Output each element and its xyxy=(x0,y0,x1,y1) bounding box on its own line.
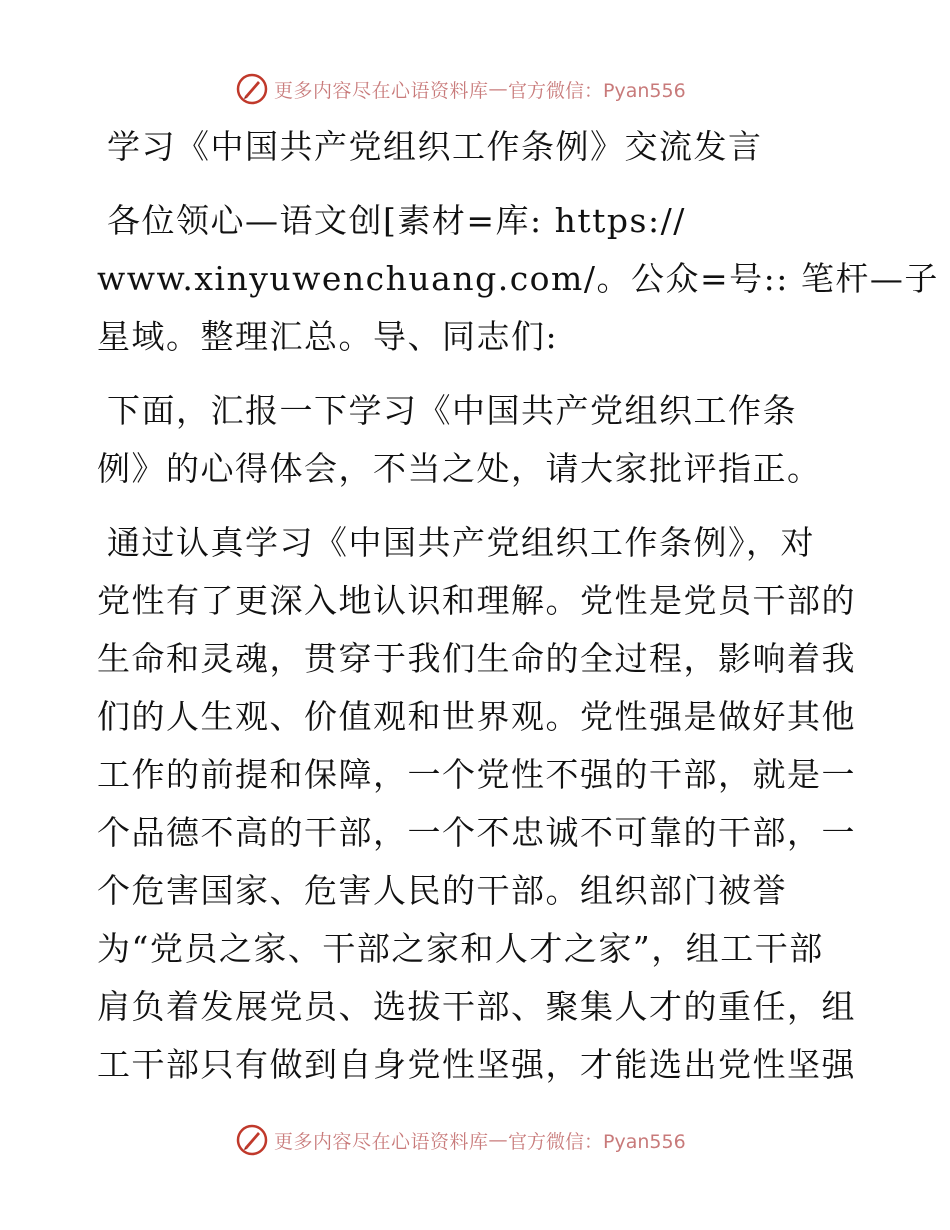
intro-line-1: 下面，汇报一下学习《中国共产党组织工作条 xyxy=(107,391,797,430)
body-line-8: 为“党员之家、干部之家和人才之家”，组工干部 xyxy=(97,929,824,968)
salutation-line-1: 各位领心—语文创[素材=库: https:// xyxy=(107,201,686,240)
body-line-1: 通过认真学习《中国共产党组织工作条例》，对 xyxy=(107,523,815,562)
banner-wechat-text: 官方微信：Pyan556 xyxy=(508,79,686,102)
document-body xyxy=(97,118,939,1094)
salutation-paragraph xyxy=(97,192,939,366)
header-banner xyxy=(236,72,716,106)
intro-paragraph xyxy=(97,382,857,498)
body-line-6: 个品德不高的干部，一个不忠诚不可靠的干部，一 xyxy=(97,813,856,852)
footer-banner xyxy=(236,1123,716,1157)
body-line-4: 们的人生观、价值观和世界观。党性强是做好其他 xyxy=(97,697,856,736)
body-line-5: 工作的前提和保障，一个党性不强的干部，就是一 xyxy=(97,755,856,794)
quill-pen-seal-icon xyxy=(236,73,268,105)
intro-line-2: 例》的心得体会，不当之处，请大家批评指正。 xyxy=(97,449,822,488)
banner-site-text: 更多内容尽在心语资料库 xyxy=(274,1130,489,1153)
banner-site-text: 更多内容尽在心语资料库 xyxy=(274,79,489,102)
salutation-line-2: www.xinyuwenchuang.com/。公众=号:: 笔杆—子 xyxy=(97,259,939,298)
banner-dash: — xyxy=(488,78,509,100)
body-line-3: 生命和灵魂，贯穿于我们生命的全过程，影响着我 xyxy=(97,639,856,678)
body-line-9: 肩负着发展党员、选拔干部、聚集人才的重任，组 xyxy=(97,987,856,1026)
banner-wechat-text: 官方微信：Pyan556 xyxy=(508,1130,686,1153)
body-line-10: 工干部只有做到自身党性坚强，才能选出党性坚强 xyxy=(97,1045,856,1084)
document-title: 学习《中国共产党组织工作条例》交流发言 xyxy=(107,127,763,166)
banner-dash: — xyxy=(488,1129,509,1151)
body-line-2: 党性有了更深入地认识和理解。党性是党员干部的 xyxy=(97,581,856,620)
body-paragraph xyxy=(97,514,857,1094)
body-line-7: 个危害国家、危害人民的干部。组织部门被誉 xyxy=(97,871,787,910)
quill-pen-seal-icon xyxy=(236,1124,268,1156)
salutation-line-3: 星域。整理汇总。导、同志们: xyxy=(97,317,559,356)
